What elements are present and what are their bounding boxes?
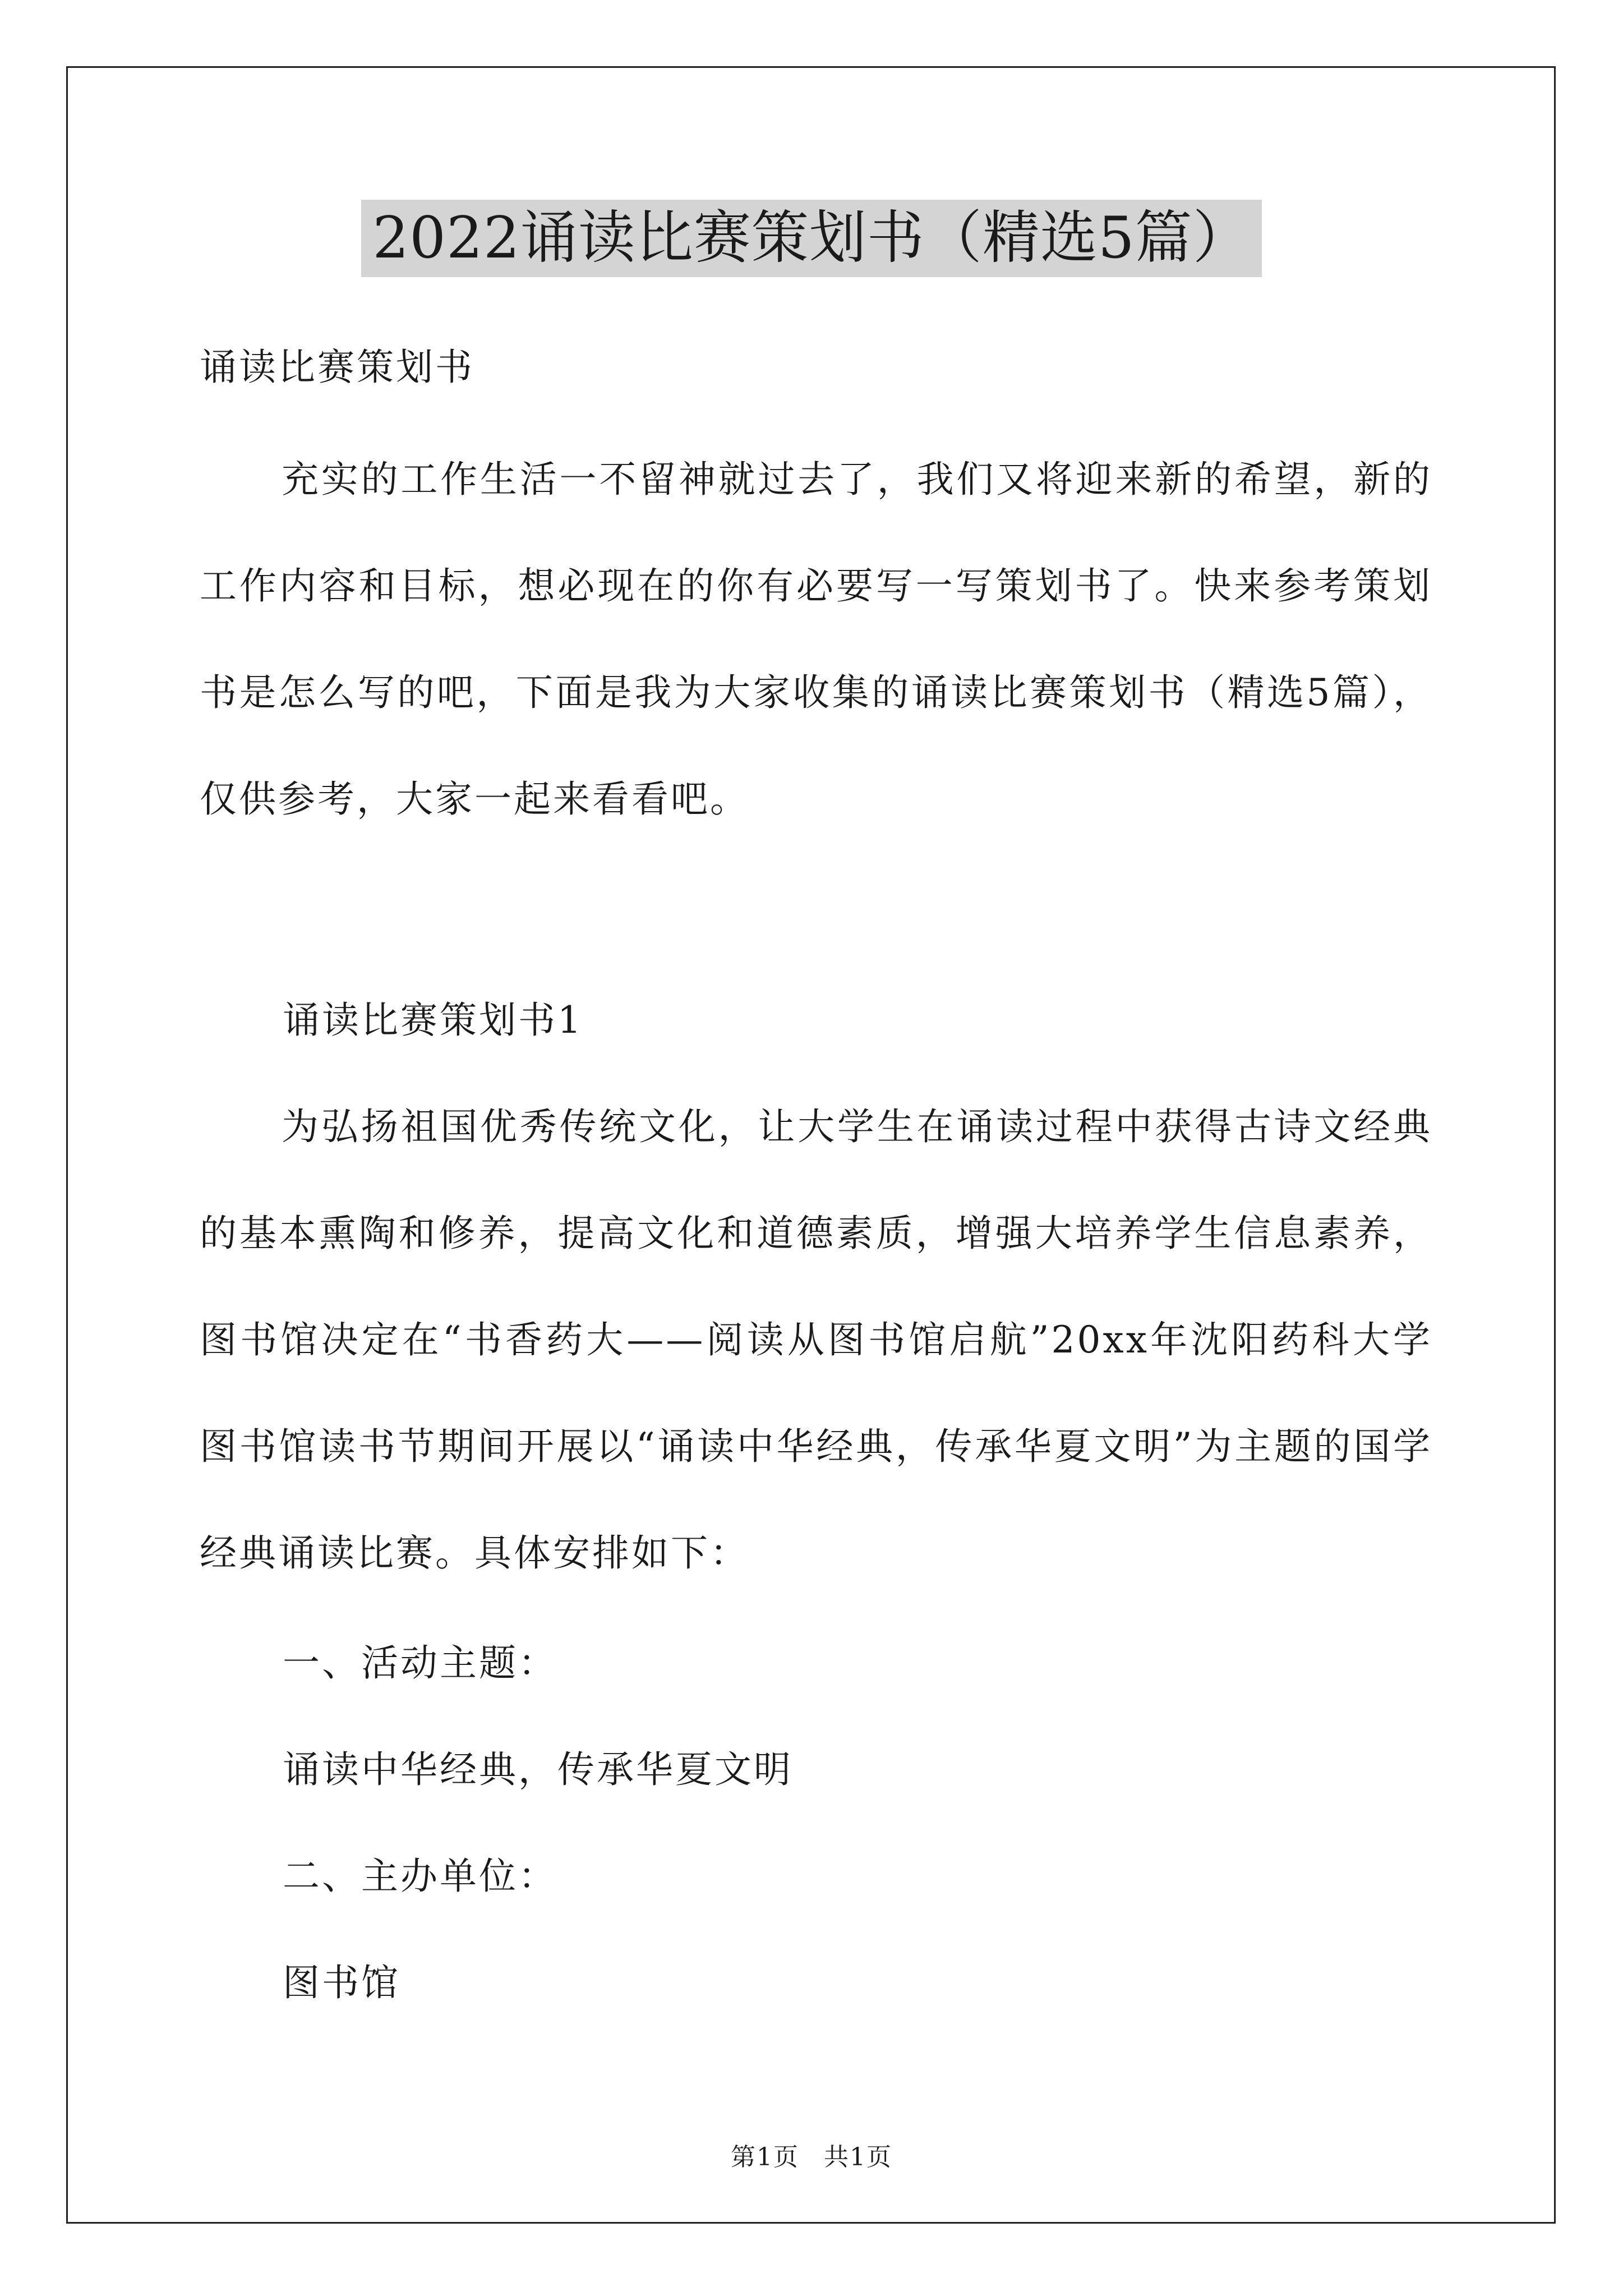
- document-subtitle: 诵读比赛策划书: [200, 346, 474, 389]
- page-footer: [0, 2141, 1623, 2174]
- item1-heading: 一、活动主题：: [283, 1641, 557, 1685]
- section1-paragraph: 为弘扬祖国优秀传统文化，让大学生在诵读过程中获得古诗文经典的基本熏陶和修养，提高文化和道德素质，增强大培养学生信息素养，图书馆决定在“书香药大——阅读从图书馆启航”20xx年沈阳药科大学图书馆读书节期间开展以“诵读中华经典，传承华夏文明”为主题的国学经典诵读比赛。具体安排如下：: [200, 1105, 1432, 1575]
- item2-heading: 二、主办单位：: [283, 1855, 557, 1898]
- title-container: [0, 200, 1623, 277]
- intro-paragraph: 充实的工作生活一不留神就过去了，我们又将迎来新的希望，新的工作内容和目标，想必现在的你有必要写一写策划书了。快来参考策划书是怎么写的吧，下面是我为大家收集的诵读比赛策划书（精选5篇），仅供参考，大家一起来看看吧。: [200, 458, 1432, 821]
- section1-heading: 诵读比赛策划书1: [283, 999, 583, 1042]
- document-title: 2022诵读比赛策划书（精选5篇）: [361, 200, 1261, 277]
- item2-content: 图书馆: [283, 1961, 400, 2004]
- page-total: 共1页: [824, 2143, 892, 2171]
- item1-content: 诵读中华经典，传承华夏文明: [283, 1748, 793, 1791]
- page-current: 第1页: [731, 2143, 799, 2171]
